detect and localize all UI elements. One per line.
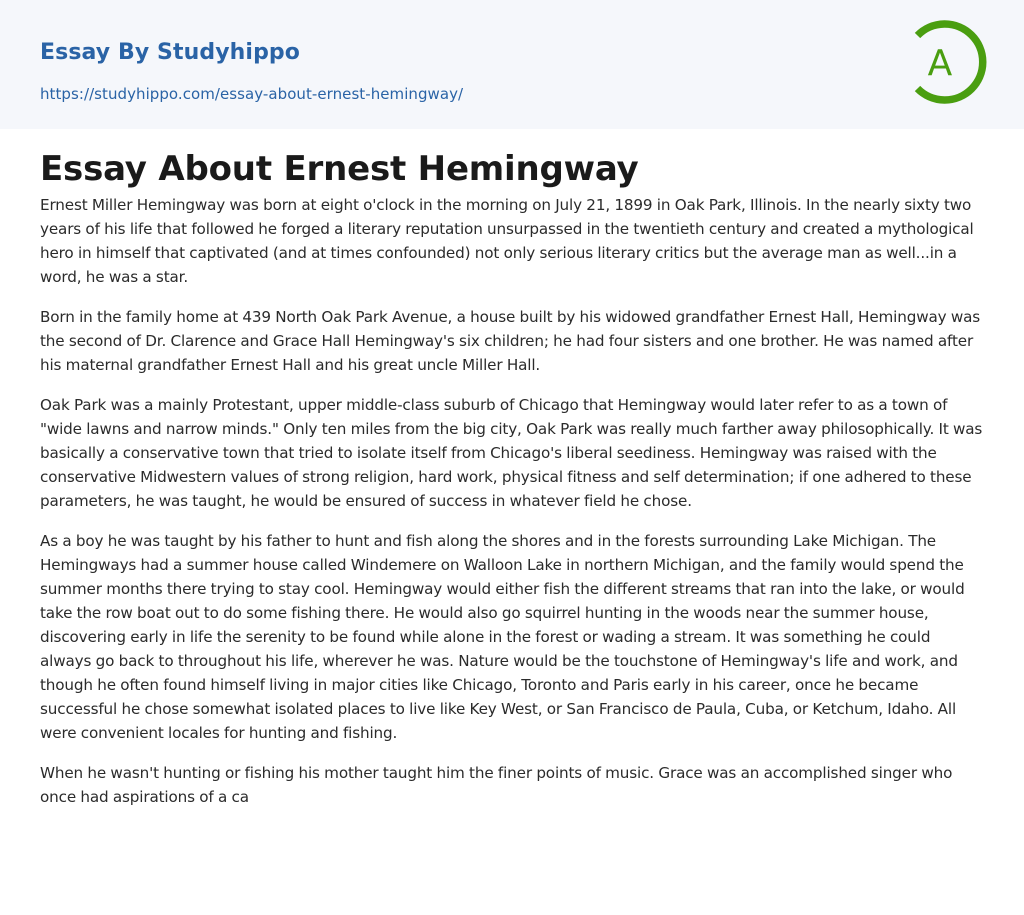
essay-paragraph-3: Oak Park was a mainly Protestant, upper middle-class suburb of Chicago that Hemingway would later refer to as a town of "wide lawns and narrow minds." Only ten miles from the big city, Oak Park was really much farther away philosophically. It was basically a conservative town that tried to isolate itself from Chicago's liberal seediness. Hemingway was raised with the conservative Midwestern values of strong religion, hard work, physical fitness and self determination; if one adhered to these parameters, he was taught, he would be ensured of success in whatever field he chose. <box>40 396 983 510</box>
article <box>0 147 1024 809</box>
essay-paragraph-2: Born in the family home at 439 North Oak Park Avenue, a house built by his widowed grandfather Ernest Hall, Hemingway was the second of Dr. Clarence and Grace Hall Hemingway's six children; he had four sisters and one brother. He was named after his maternal grandfather Ernest Hall and his great uncle Miller Hall. <box>40 308 981 374</box>
essay-paragraph-4: As a boy he was taught by his father to hunt and fish along the shores and in the forests surrounding Lake Michigan. The Hemingways had a summer house called Windemere on Walloon Lake in northern Michigan, and the family would spend the summer months there trying to stay cool. Hemingway would either fish the different streams that ran into the lake, or would take the row boat out to do some fishing there. He would also go squirrel hunting in the woods near the summer house, discovering early in life the serenity to be found while alone in the forest or wading a stream. It was something he could always go back to throughout his life, wherever he was. Nature would be the touchstone of Hemingway's life and work, and though he often found himself living in major cities like Chicago, Toronto and Paris early in his career, once he became successful he chose somewhat isolated places to live like Key West, or San Francisco de Paula, Cuba, or Ketchum, Idaho. All were convenient locales for hunting and fishing. <box>40 532 965 742</box>
essay-paragraph-1: Ernest Miller Hemingway was born at eight o'clock in the morning on July 21, 1899 in Oak Park, Illinois. In the nearly sixty two years of his life that followed he forged a literary reputation unsurpassed in the twentieth century and created a mythological hero in himself that captivated (and at times confounded) not only serious literary critics but the average man as well...in a word, he was a star. <box>40 196 974 286</box>
source-url-link[interactable]: https://studyhippo.com/essay-about-ernest-hemingway/ <box>40 85 464 103</box>
site-header <box>0 0 1024 129</box>
brand-title: Essay By Studyhippo <box>40 40 300 65</box>
essay-body <box>40 193 984 809</box>
page-title: Essay About Ernest Hemingway <box>40 149 639 189</box>
logo-letter-a-in-arc-icon[interactable] <box>905 18 989 106</box>
essay-paragraph-5: When he wasn't hunting or fishing his mother taught him the finer points of music. Grace was an accomplished singer who once had aspirations of a ca <box>40 764 953 806</box>
svg-text:A: A <box>927 43 953 84</box>
